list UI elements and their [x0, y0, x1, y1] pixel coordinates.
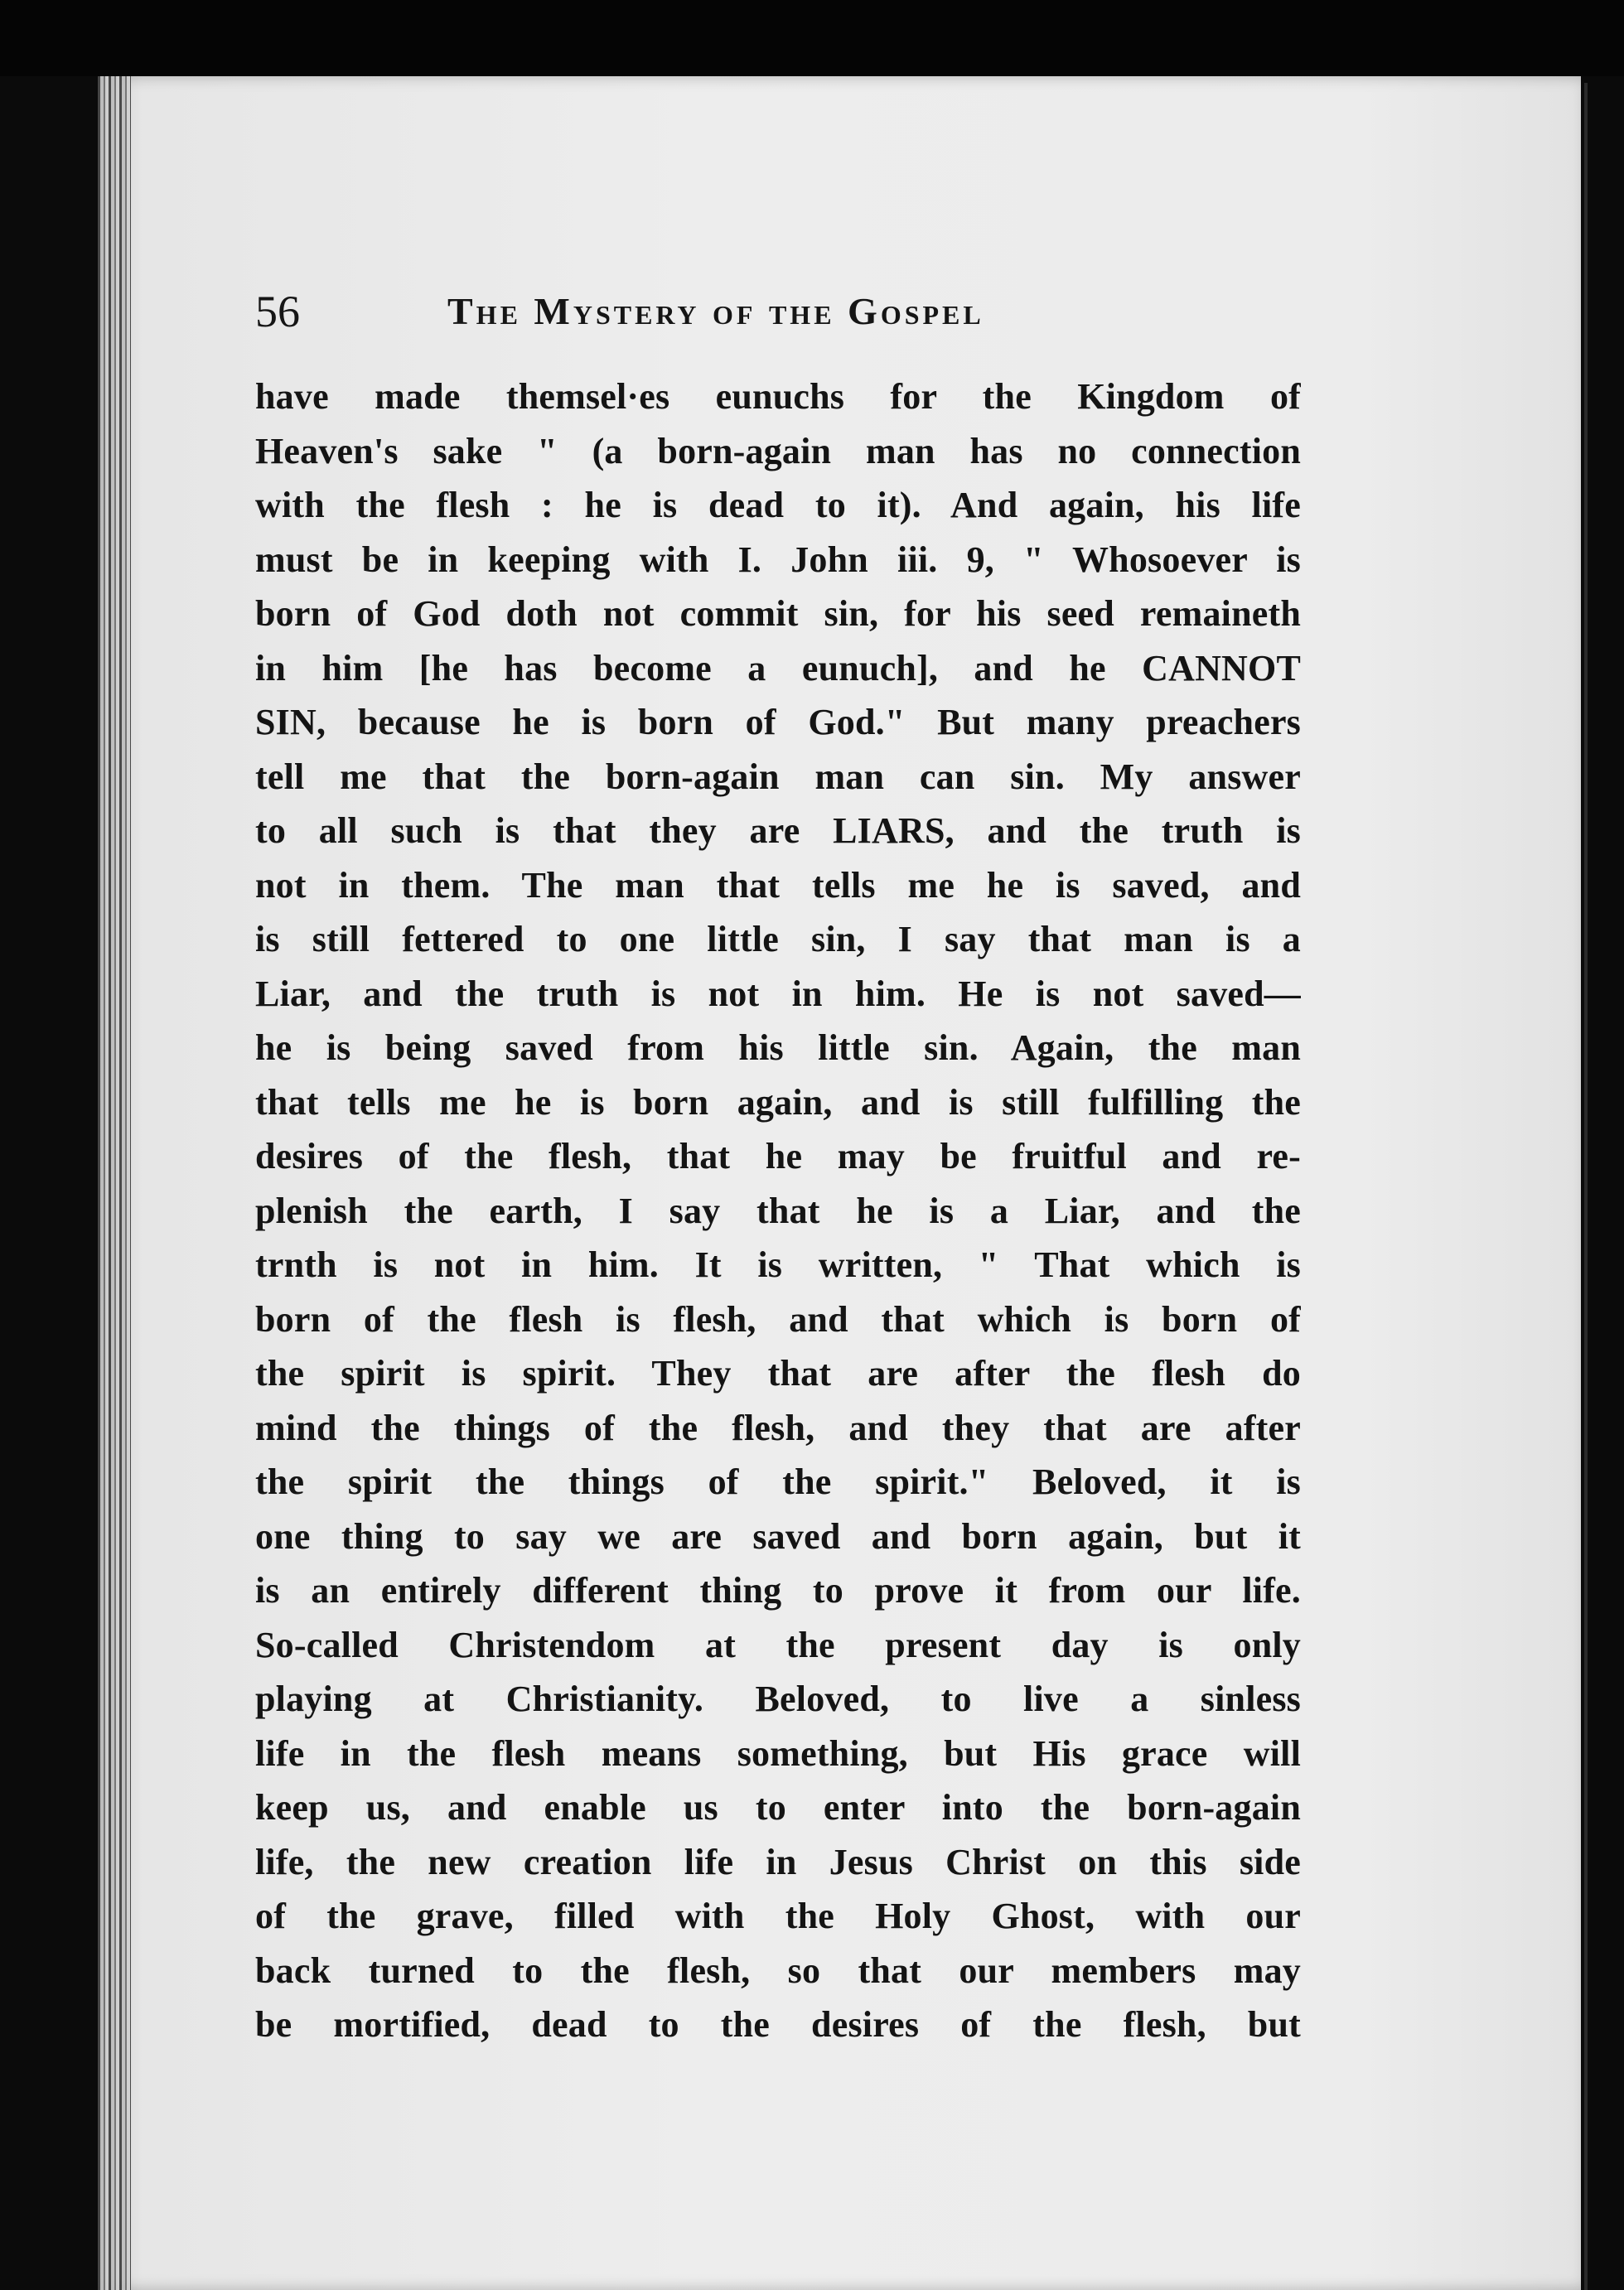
text-line: desires of the flesh, that he may be fruitful and re- [255, 1136, 1301, 1176]
text-line: is still fettered to one little sin, I say that man is a [255, 919, 1301, 959]
body-text [255, 370, 1301, 2052]
text-line: keep us, and enable us to enter into the born-again [255, 1787, 1301, 1828]
text-line: born of God doth not commit sin, for his seed remaineth [255, 593, 1301, 634]
text-line: he is being saved from his little sin. Again, the man [255, 1027, 1301, 1068]
text-line: born of the flesh is flesh, and that which is born of [255, 1298, 1301, 1340]
text-line: plenish the earth, I say that he is a Liar, and the [255, 1190, 1301, 1231]
text-line: back turned to the flesh, so that our members may [255, 1949, 1301, 1991]
text-line: to all such is that they are LIARS, and the truth is [255, 810, 1301, 851]
text-line: life in the flesh means something, but His grace will [255, 1732, 1301, 1774]
text-line: is an entirely different thing to prove it from our life. [255, 1570, 1301, 1611]
scan-border-top [0, 0, 1624, 76]
text-line: life, the new creation life in Jesus Christ on this side [255, 1841, 1301, 1882]
text-line: one thing to say we are saved and born again, but it [255, 1515, 1301, 1557]
text-line: trnth is not in him. It is written, " That which is [255, 1244, 1301, 1285]
text-line: not in them. The man that tells me he is saved, and [255, 864, 1301, 906]
book-binding-edge [98, 76, 131, 2290]
running-head [255, 278, 1117, 345]
page-edge-line [1584, 83, 1588, 2290]
text-line: So-called Christendom at the present day is only [255, 1624, 1301, 1665]
text-line: mind the things of the flesh, and they that are after [255, 1407, 1301, 1448]
page-number: 56 [255, 287, 300, 336]
text-line: SIN, because he is born of God." But many preachers [255, 702, 1301, 742]
text-line: tell me that the born-again man can sin. My answer [255, 756, 1301, 797]
text-line: have made themsel·es eunuchs for the Kingdom of [255, 376, 1301, 417]
text-line: of the grave, filled with the Holy Ghost, with our [255, 1896, 1301, 1936]
text-line: Heaven's sake " (a born-again man has no connection [255, 430, 1301, 471]
text-line: the spirit the things of the spirit." Beloved, it is [255, 1461, 1301, 1502]
text-line: playing at Christianity. Beloved, to live a sinless [255, 1679, 1301, 1719]
text-line: in him [he has become a eunuch], and he CANNOT [255, 647, 1301, 688]
text-line: the spirit is spirit. They that are after the flesh do [255, 1353, 1301, 1394]
text-line: be mortified, dead to the desires of the flesh, but [255, 2004, 1301, 2045]
text-line: must be in keeping with I. John iii. 9, " Whosoever is [255, 539, 1301, 580]
text-line: Liar, and the truth is not in him. He is not saved— [255, 973, 1301, 1014]
running-title: The Mystery of the Gospel [447, 290, 984, 332]
text-line: that tells me he is born again, and is still fulfilling the [255, 1081, 1301, 1123]
text-line: with the flesh : he is dead to it). And again, his life [255, 485, 1301, 525]
